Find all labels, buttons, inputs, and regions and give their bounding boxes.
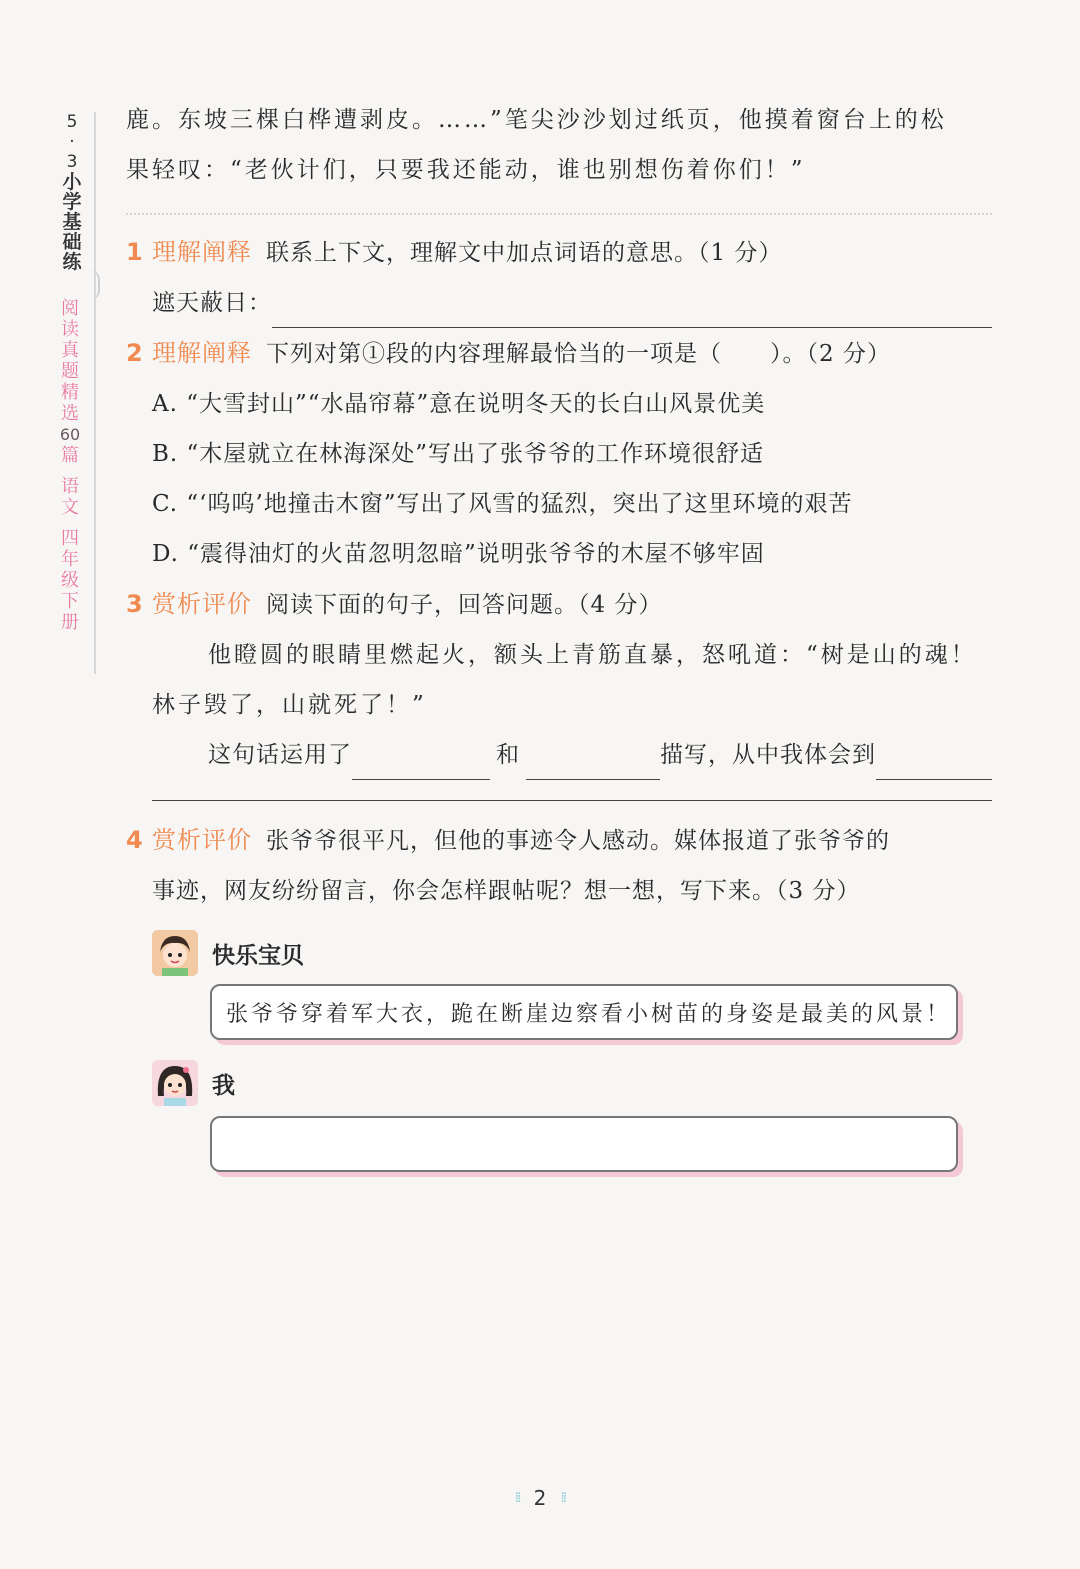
subtitle-char: 选 — [61, 403, 79, 424]
question-number: 3 — [126, 590, 143, 618]
answer-line[interactable] — [152, 780, 992, 801]
subtitle-char: 精 — [61, 382, 79, 403]
speaker-happy-baby — [152, 930, 992, 976]
dots-decoration-icon: ⁞⁞ — [514, 1490, 520, 1506]
page-number: 2 — [533, 1486, 547, 1510]
subtitle-char: 篇 — [61, 445, 79, 466]
option-a[interactable]: A. “大雪封山”“水晶帘幕”意在说明冬天的长白山风景优美 — [152, 391, 766, 417]
brand-char: 学 — [62, 191, 82, 213]
sidebar-notch — [88, 270, 100, 300]
question-text: 联系上下文，理解文中加点词语的意思。（1 分） — [266, 240, 783, 266]
comment-bubble: 张爷爷穿着军大衣，跪在断崖边察看小树苗的身姿是最美的风景！ — [210, 984, 958, 1040]
main-content — [126, 95, 992, 1172]
quote-line: 他瞪圆的眼睛里燃起火，额头上青筋直暴，怒吼道：“树是山的魂！ — [208, 642, 977, 668]
fill-blank[interactable] — [526, 749, 660, 780]
subtitle-char: 四 — [61, 528, 79, 549]
question-tag: 赏析评价 — [152, 826, 252, 854]
fill-blank[interactable] — [352, 749, 490, 780]
quote-line: 林子毁了，山就死了！” — [152, 692, 427, 718]
question-4 — [126, 815, 992, 866]
option-c[interactable]: C. “‘呜呜’地撞击木窗”写出了风雪的猛烈，突出了这里环境的艰苦 — [152, 491, 853, 517]
subtitle-char: 文 — [61, 497, 79, 518]
q1-answer-row — [126, 278, 992, 328]
question-number: 2 — [126, 339, 143, 367]
speaker-me — [152, 1060, 992, 1106]
fill-text: 描写，从中我体会到 — [660, 742, 876, 768]
fill-blank[interactable] — [876, 749, 992, 780]
question-text: 张爷爷很平凡，但他的事迹令人感动。媒体报道了张爷爷的 — [266, 828, 890, 854]
subtitle-char: 级 — [61, 570, 79, 591]
option-d[interactable]: D. “震得油灯的火苗忽明忽暗”说明张爷爷的木屋不够牢固 — [152, 541, 765, 567]
brand-char: 3 — [66, 152, 78, 172]
question-number: 1 — [126, 238, 143, 266]
question-3 — [126, 579, 992, 630]
girl-avatar-icon — [152, 1060, 198, 1106]
brand-char: 基 — [62, 211, 82, 233]
brand-char: 础 — [62, 231, 82, 253]
subtitle-char: 读 — [61, 319, 79, 340]
passage-line: 果轻叹：“老伙计们，只要我还能动，谁也别想伤着你们！” — [126, 157, 806, 183]
quoted-sentence — [126, 630, 992, 730]
subtitle-char: 语 — [61, 476, 79, 497]
question-1 — [126, 227, 992, 278]
question-tag: 理解阐释 — [152, 238, 252, 266]
subtitle-char: 真 — [61, 340, 79, 361]
my-comment-input[interactable] — [210, 1116, 958, 1172]
boy-avatar-icon — [152, 930, 198, 976]
sidebar — [52, 112, 92, 633]
question-text-cont: 事迹，网友纷纷留言，你会怎样跟帖呢？想一想，写下来。（3 分） — [152, 878, 861, 904]
question-2 — [126, 328, 992, 379]
speaker-name: 快乐宝贝 — [212, 942, 304, 969]
question-text: 下列对第①段的内容理解最恰当的一项是（ ）。（2 分） — [266, 341, 891, 367]
passage-line: 鹿。东坡三棵白桦遭剥皮。……”笔尖沙沙划过纸页，他摸着窗台上的松 — [126, 107, 947, 133]
brand-char: 5 — [66, 112, 78, 132]
subtitle-char: 60 — [59, 425, 81, 444]
book-subtitle — [52, 298, 88, 633]
answer-label: 遮天蔽日： — [152, 290, 272, 316]
page-footer — [0, 1486, 1080, 1510]
subtitle-char: 年 — [61, 549, 79, 570]
dotted-separator — [126, 213, 992, 215]
sidebar-divider — [94, 112, 96, 674]
subtitle-char: 题 — [61, 361, 79, 382]
brand-logo — [52, 112, 92, 272]
fill-text: 和 — [496, 742, 520, 768]
fill-text: 这句话运用了 — [208, 742, 352, 768]
q3-fill-row — [126, 730, 992, 780]
passage-text — [126, 95, 992, 195]
option-b[interactable]: B. “木屋就立在林海深处”写出了张爷爷的工作环境很舒适 — [152, 441, 765, 467]
speaker-name: 我 — [212, 1072, 235, 1099]
answer-blank[interactable] — [272, 297, 992, 328]
subtitle-char: 阅 — [61, 298, 79, 319]
question-tag: 理解阐释 — [152, 339, 252, 367]
question-number: 4 — [126, 826, 143, 854]
question-text: 阅读下面的句子，回答问题。（4 分） — [266, 592, 663, 618]
brand-char: 练 — [62, 251, 82, 273]
subtitle-char: 册 — [61, 612, 79, 633]
brand-char: 小 — [62, 171, 82, 193]
question-tag: 赏析评价 — [152, 590, 252, 618]
dots-decoration-icon: ⁞⁞ — [560, 1490, 566, 1506]
subtitle-char: 下 — [61, 591, 79, 612]
brand-char: · — [69, 132, 75, 152]
